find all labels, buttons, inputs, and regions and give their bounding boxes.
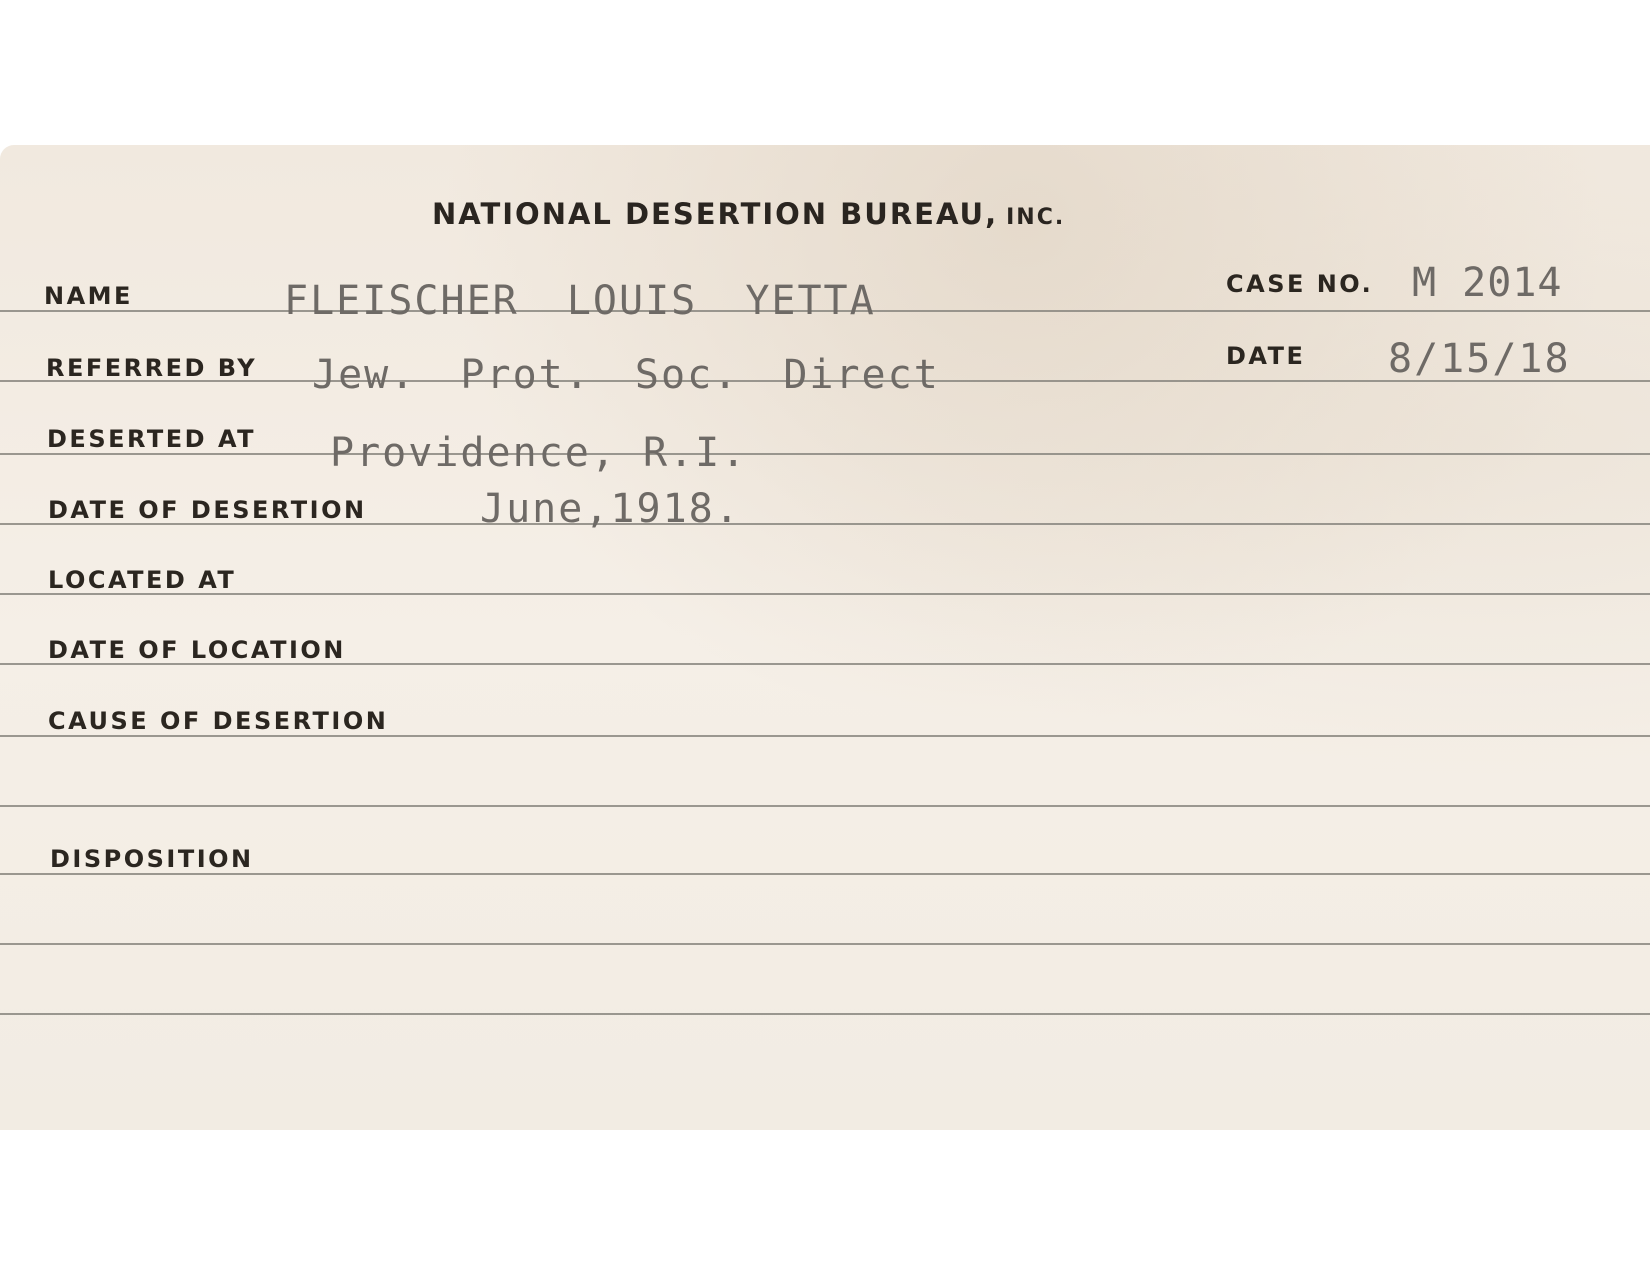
disposition-label: DISPOSITION bbox=[50, 845, 254, 873]
card-title-suffix: INC. bbox=[1006, 205, 1066, 230]
deserted-at-value: Providence, R.I. bbox=[330, 430, 748, 476]
rule-line-cause-extra bbox=[0, 805, 1650, 807]
card-title bbox=[432, 197, 1065, 231]
rule-line-deserted bbox=[0, 453, 1650, 455]
deserted-at-label: DESERTED AT bbox=[47, 425, 257, 453]
case-no-label: CASE NO. bbox=[1226, 270, 1374, 298]
date-label: DATE bbox=[1226, 342, 1306, 370]
card-title-text: NATIONAL DESERTION BUREAU, bbox=[432, 197, 999, 231]
rule-line-cause bbox=[0, 735, 1650, 737]
rule-line-disposition-extra-2 bbox=[0, 1013, 1650, 1015]
referred-by-value: Jew. Prot. Soc. Direct bbox=[312, 352, 940, 398]
name-value: FLEISCHER LOUIS YETTA bbox=[284, 278, 876, 324]
date-of-desertion-label: DATE OF DESERTION bbox=[48, 496, 367, 524]
rule-line-disposition bbox=[0, 873, 1650, 875]
rule-line-disposition-extra-1 bbox=[0, 943, 1650, 945]
located-at-label: LOCATED AT bbox=[48, 566, 237, 594]
cause-of-desertion-label: CAUSE OF DESERTION bbox=[48, 707, 389, 735]
rule-line-located bbox=[0, 593, 1650, 595]
date-value: 8/15/18 bbox=[1388, 336, 1571, 382]
name-label: NAME bbox=[44, 282, 133, 310]
referred-by-label: REFERRED BY bbox=[46, 354, 258, 382]
case-no-value: M 2014 bbox=[1412, 260, 1563, 306]
date-of-location-label: DATE OF LOCATION bbox=[48, 636, 346, 664]
date-of-desertion-value: June,1918. bbox=[480, 486, 741, 532]
